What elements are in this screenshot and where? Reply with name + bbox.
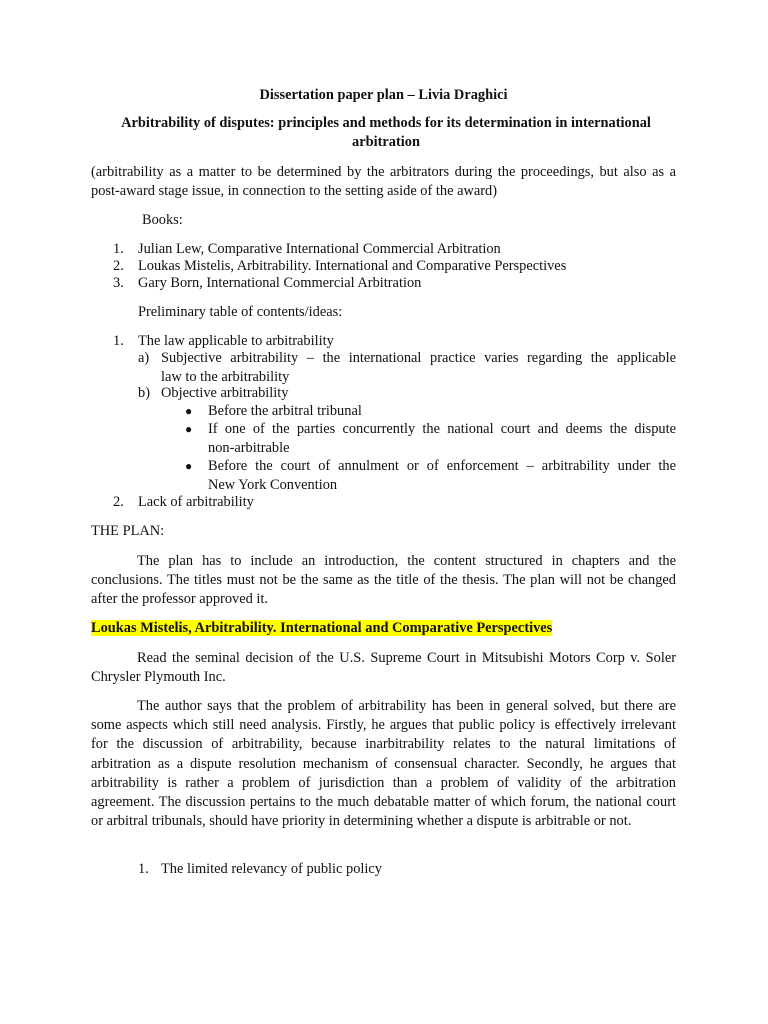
plan-paragraph: The plan has to include an introduction, the content structured in chapters and the conclusions. The titles must not be the same as the title of the thesis. The plan will not be changed after the professor approved it. (91, 553, 676, 608)
final-list-number: 1. (138, 861, 149, 877)
toc-subitem: Subjective arbitrability – the international practice varies regarding the applicable (161, 350, 676, 366)
toc-subitem-label: a) (138, 350, 150, 366)
document-title: Dissertation paper plan – Livia Draghici (259, 87, 508, 103)
toc-item: Lack of arbitrability (138, 494, 254, 510)
book-number: 1. (113, 241, 124, 257)
toc-subitem-continued: law to the arbitrability (161, 369, 290, 385)
bullet-icon: ● (185, 422, 193, 436)
toc-item: The law applicable to arbitrability (138, 333, 334, 349)
toc-bullet-item-continued: non-arbitrable (208, 440, 290, 456)
final-list-item: The limited relevancy of public policy (161, 861, 382, 877)
intro-note: (arbitrability as a matter to be determined by the arbitrators during the proceedings, but also as a post-award stage issue, in connection to the setting aside of the award) (91, 164, 676, 200)
books-label: Books: (142, 212, 183, 228)
toc-subitem: Objective arbitrability (161, 385, 289, 401)
book-item: Loukas Mistelis, Arbitrability. International and Comparative Perspectives (138, 258, 567, 274)
bullet-icon: ● (185, 404, 193, 418)
toc-subitem-label: b) (138, 385, 150, 401)
highlighted-heading: Loukas Mistelis, Arbitrability. International and Comparative Perspectives (91, 620, 553, 636)
toc-bullet-item: If one of the parties concurrently the national court and deems the dispute (208, 421, 676, 437)
toc-bullet-item: Before the arbitral tribunal (208, 403, 362, 419)
plan-heading: THE PLAN: (91, 523, 165, 539)
book-item: Julian Lew, Comparative International Commercial Arbitration (138, 241, 501, 257)
toc-number: 2. (113, 494, 124, 510)
document-subtitle: Arbitrability of disputes: principles and methods for its determination in international arbitration (121, 115, 651, 151)
toc-label: Preliminary table of contents/ideas: (138, 304, 343, 320)
toc-number: 1. (113, 333, 124, 349)
book-item: Gary Born, International Commercial Arbitration (138, 275, 422, 291)
seminal-paragraph: Read the seminal decision of the U.S. Supreme Court in Mitsubishi Motors Corp v. Soler Chrysler Plymouth Inc. (91, 650, 676, 686)
toc-bullet-item: Before the court of annulment or of enforcement – arbitrability under the (208, 458, 676, 474)
toc-bullet-item-continued: New York Convention (208, 477, 338, 493)
bullet-icon: ● (185, 459, 193, 473)
book-number: 2. (113, 258, 124, 274)
author-paragraph: The author says that the problem of arbitrability has been in general solved, but there are some aspects which still need analysis. Firstly, he argues that public policy is effectively irrelevant for the discussion of arbitrability, because inarbitrability relates to the natural limitations of arbitration as a dispute resolution mechanism of consensual character. Secondly, he argues that arbitrability is rather a problem of jurisdiction than a problem of validity of the arbitration agreement. The discussion pertains to the much debatable matter of which forum, the national court or arbitral tribunals, should have priority in determining whether a dispute is arbitrable or not. (91, 698, 676, 830)
book-number: 3. (113, 275, 124, 291)
